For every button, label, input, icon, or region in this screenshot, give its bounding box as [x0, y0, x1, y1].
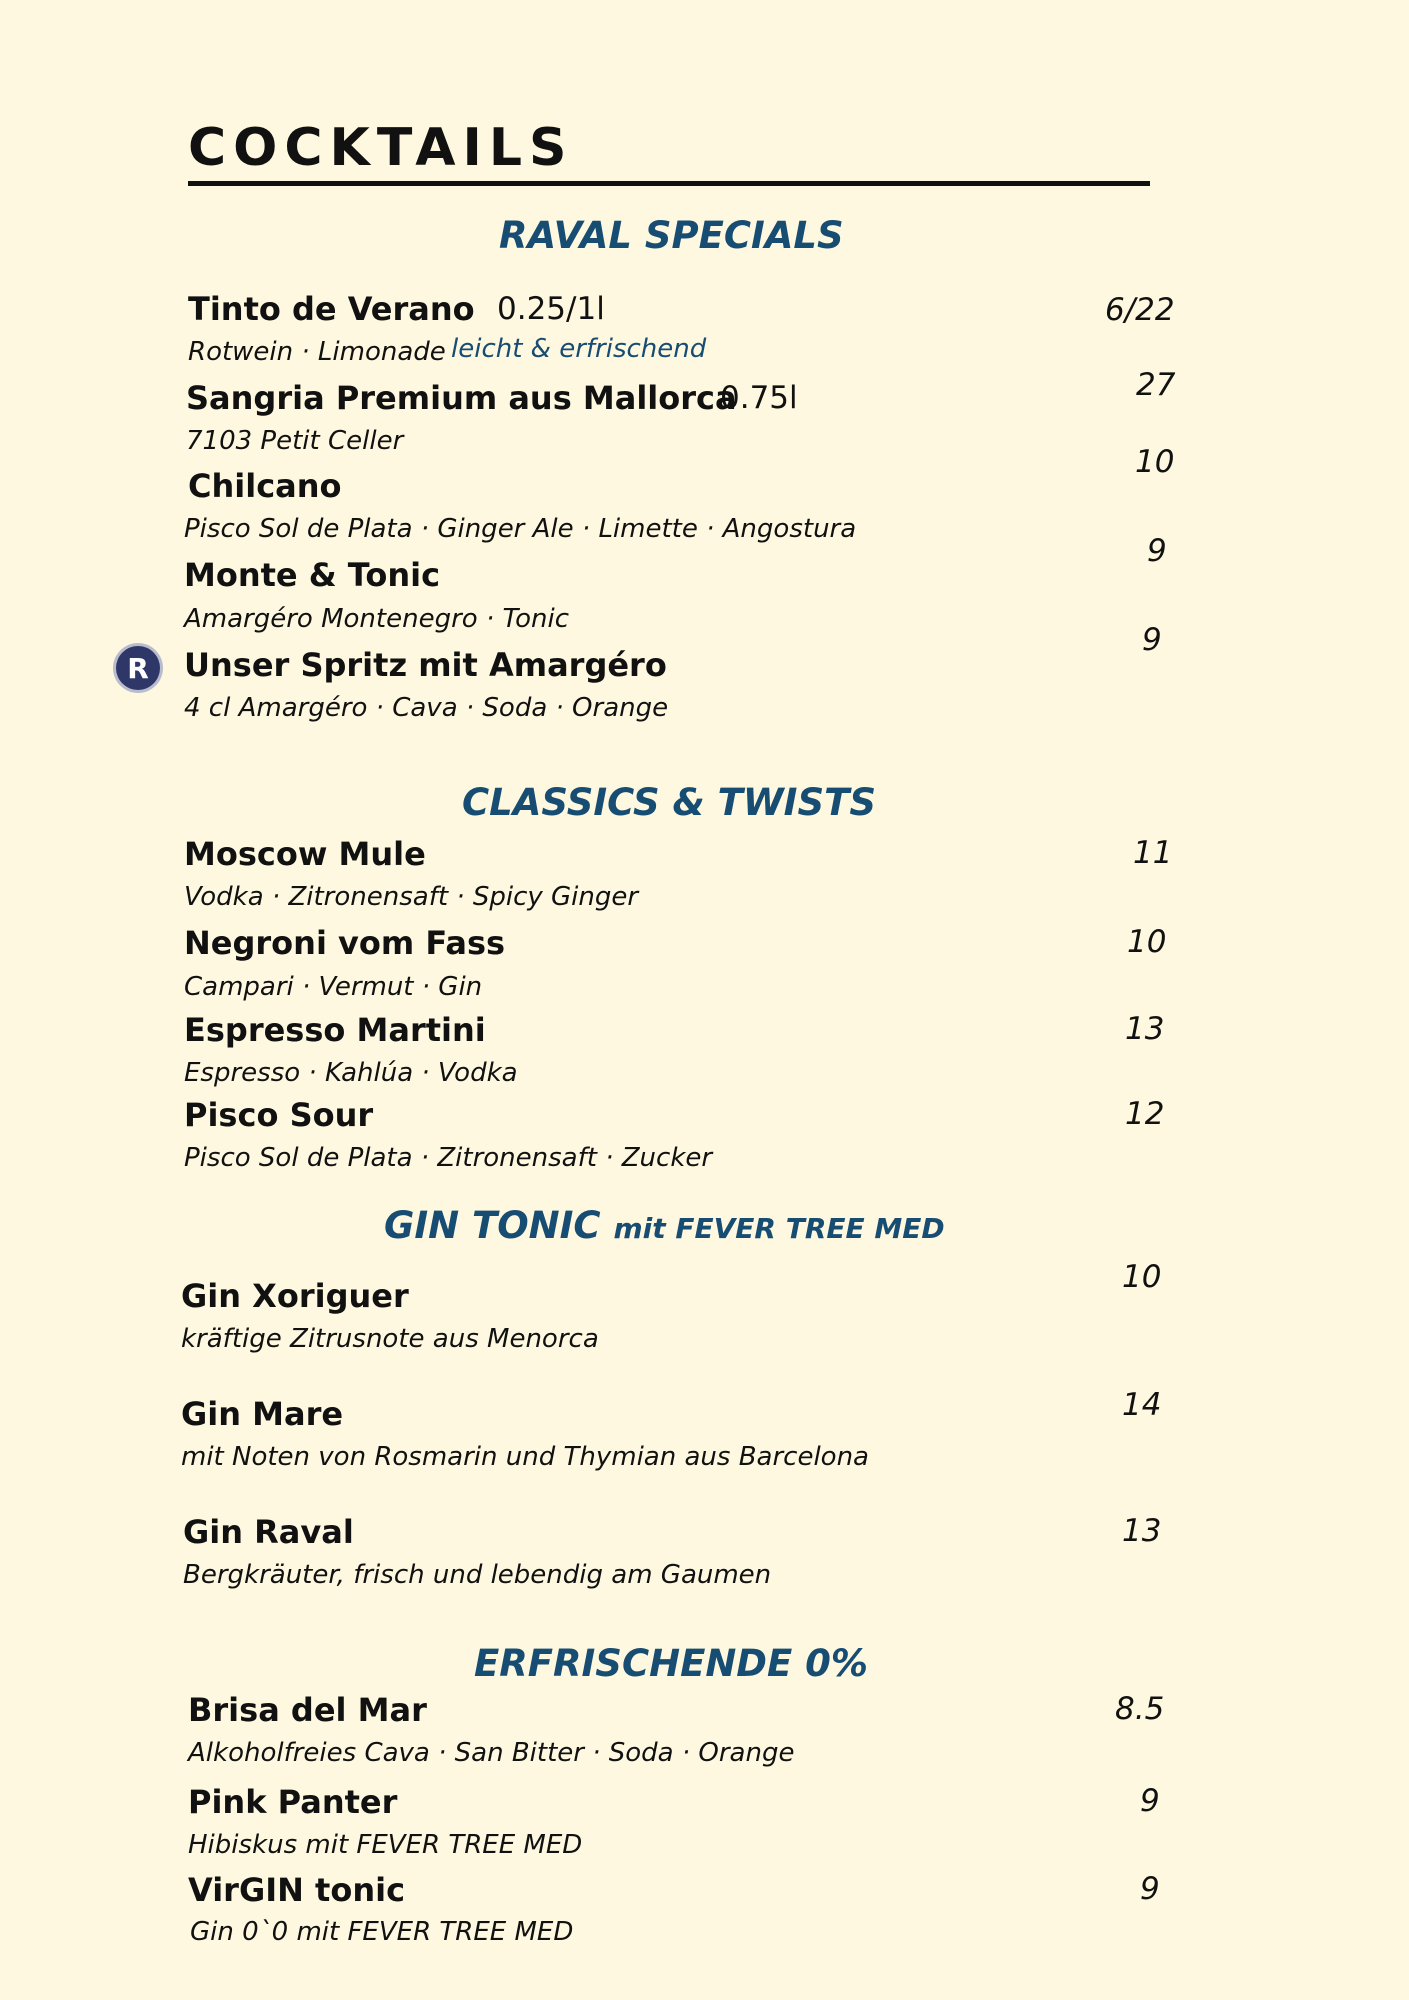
gin-tonic-subheading: mit FEVER TREE MED: [613, 1212, 945, 1245]
item-desc-monte-tonic: Amargéro Montenegro · Tonic: [184, 604, 570, 634]
item-name-pisco-sour: Pisco Sour: [184, 1096, 374, 1134]
item-name-virgin-tonic: VirGIN tonic: [188, 1871, 406, 1909]
item-desc-gin-xoriguer: kräftige Zitrusnote aus Menorca: [181, 1324, 599, 1354]
section-heading-gin-tonic: [384, 1204, 945, 1247]
item-price-brisa-del-mar: 8.5: [1115, 1691, 1165, 1727]
item-price-virgin-tonic: 9: [1140, 1871, 1160, 1907]
gin-tonic-heading-text: GIN TONIC: [384, 1204, 601, 1247]
item-size-tinto-de-verano: 0.25/1l: [497, 291, 605, 327]
item-name-gin-xoriguer: Gin Xoriguer: [181, 1277, 409, 1315]
r-badge-icon: R: [116, 646, 160, 690]
item-desc-espresso-martini: Espresso · Kahlúa · Vodka: [184, 1058, 518, 1088]
item-desc-tinto-de-verano: Rotwein · Limonade: [188, 337, 446, 367]
item-price-gin-xoriguer: 10: [1122, 1259, 1162, 1295]
item-note-tinto-de-verano: leicht & erfrischend: [451, 334, 707, 364]
item-name-gin-raval: Gin Raval: [183, 1513, 354, 1551]
item-name-chilcano: Chilcano: [188, 467, 342, 505]
item-price-moscow-mule: 11: [1133, 835, 1173, 871]
item-price-pink-panter: 9: [1140, 1783, 1160, 1819]
item-desc-brisa-del-mar: Alkoholfreies Cava · San Bitter · Soda · Orange: [188, 1738, 795, 1768]
section-heading-erfrischende: ERFRISCHENDE 0%: [474, 1642, 868, 1685]
item-name-unser-spritz: Unser Spritz mit Amargéro: [184, 646, 667, 684]
item-price-gin-raval: 13: [1122, 1513, 1162, 1549]
item-name-negroni: Negroni vom Fass: [184, 924, 506, 962]
item-name-monte-tonic: Monte & Tonic: [184, 556, 441, 594]
item-name-espresso-martini: Espresso Martini: [184, 1011, 486, 1049]
item-name-brisa-del-mar: Brisa del Mar: [188, 1691, 427, 1729]
item-desc-negroni: Campari · Vermut · Gin: [184, 972, 483, 1002]
item-desc-gin-raval: Bergkräuter, frisch und lebendig am Gaumen: [183, 1560, 772, 1590]
section-heading-classics-twists: CLASSICS & TWISTS: [462, 781, 876, 824]
item-desc-pisco-sour: Pisco Sol de Plata · Zitronensaft · Zucker: [184, 1143, 713, 1173]
item-name-pink-panter: Pink Panter: [188, 1783, 398, 1821]
item-name-moscow-mule: Moscow Mule: [184, 835, 426, 873]
item-price-monte-tonic: 9: [1147, 533, 1167, 569]
item-name-tinto-de-verano: Tinto de Verano: [188, 290, 475, 328]
item-name-gin-mare: Gin Mare: [181, 1395, 344, 1433]
page-title: COCKTAILS: [188, 118, 574, 178]
item-size-sangria-premium: 0.75l: [720, 380, 798, 416]
item-price-sangria-premium: 27: [1136, 367, 1176, 403]
section-heading-raval-specials: RAVAL SPECIALS: [499, 214, 844, 257]
item-price-espresso-martini: 13: [1125, 1011, 1165, 1047]
item-price-pisco-sour: 12: [1125, 1096, 1165, 1132]
item-price-unser-spritz: 9: [1142, 622, 1162, 658]
item-desc-gin-mare: mit Noten von Rosmarin und Thymian aus Barcelona: [181, 1442, 869, 1472]
item-name-sangria-premium: Sangria Premium aus Mallorca: [186, 379, 737, 417]
item-desc-pink-panter: Hibiskus mit FEVER TREE MED: [188, 1830, 583, 1860]
item-price-tinto-de-verano: 6/22: [1105, 292, 1175, 328]
item-desc-sangria-premium: 7103 Petit Celler: [186, 426, 404, 456]
item-desc-virgin-tonic: Gin 0`0 mit FEVER TREE MED: [190, 1917, 574, 1947]
item-price-chilcano: 10: [1135, 444, 1175, 480]
item-price-gin-mare: 14: [1122, 1387, 1162, 1423]
item-desc-unser-spritz: 4 cl Amargéro · Cava · Soda · Orange: [184, 693, 669, 723]
item-desc-chilcano: Pisco Sol de Plata · Ginger Ale · Limette · Angostura: [184, 514, 857, 544]
title-divider: [188, 181, 1150, 186]
item-price-negroni: 10: [1127, 924, 1167, 960]
item-desc-moscow-mule: Vodka · Zitronensaft · Spicy Ginger: [184, 882, 639, 912]
